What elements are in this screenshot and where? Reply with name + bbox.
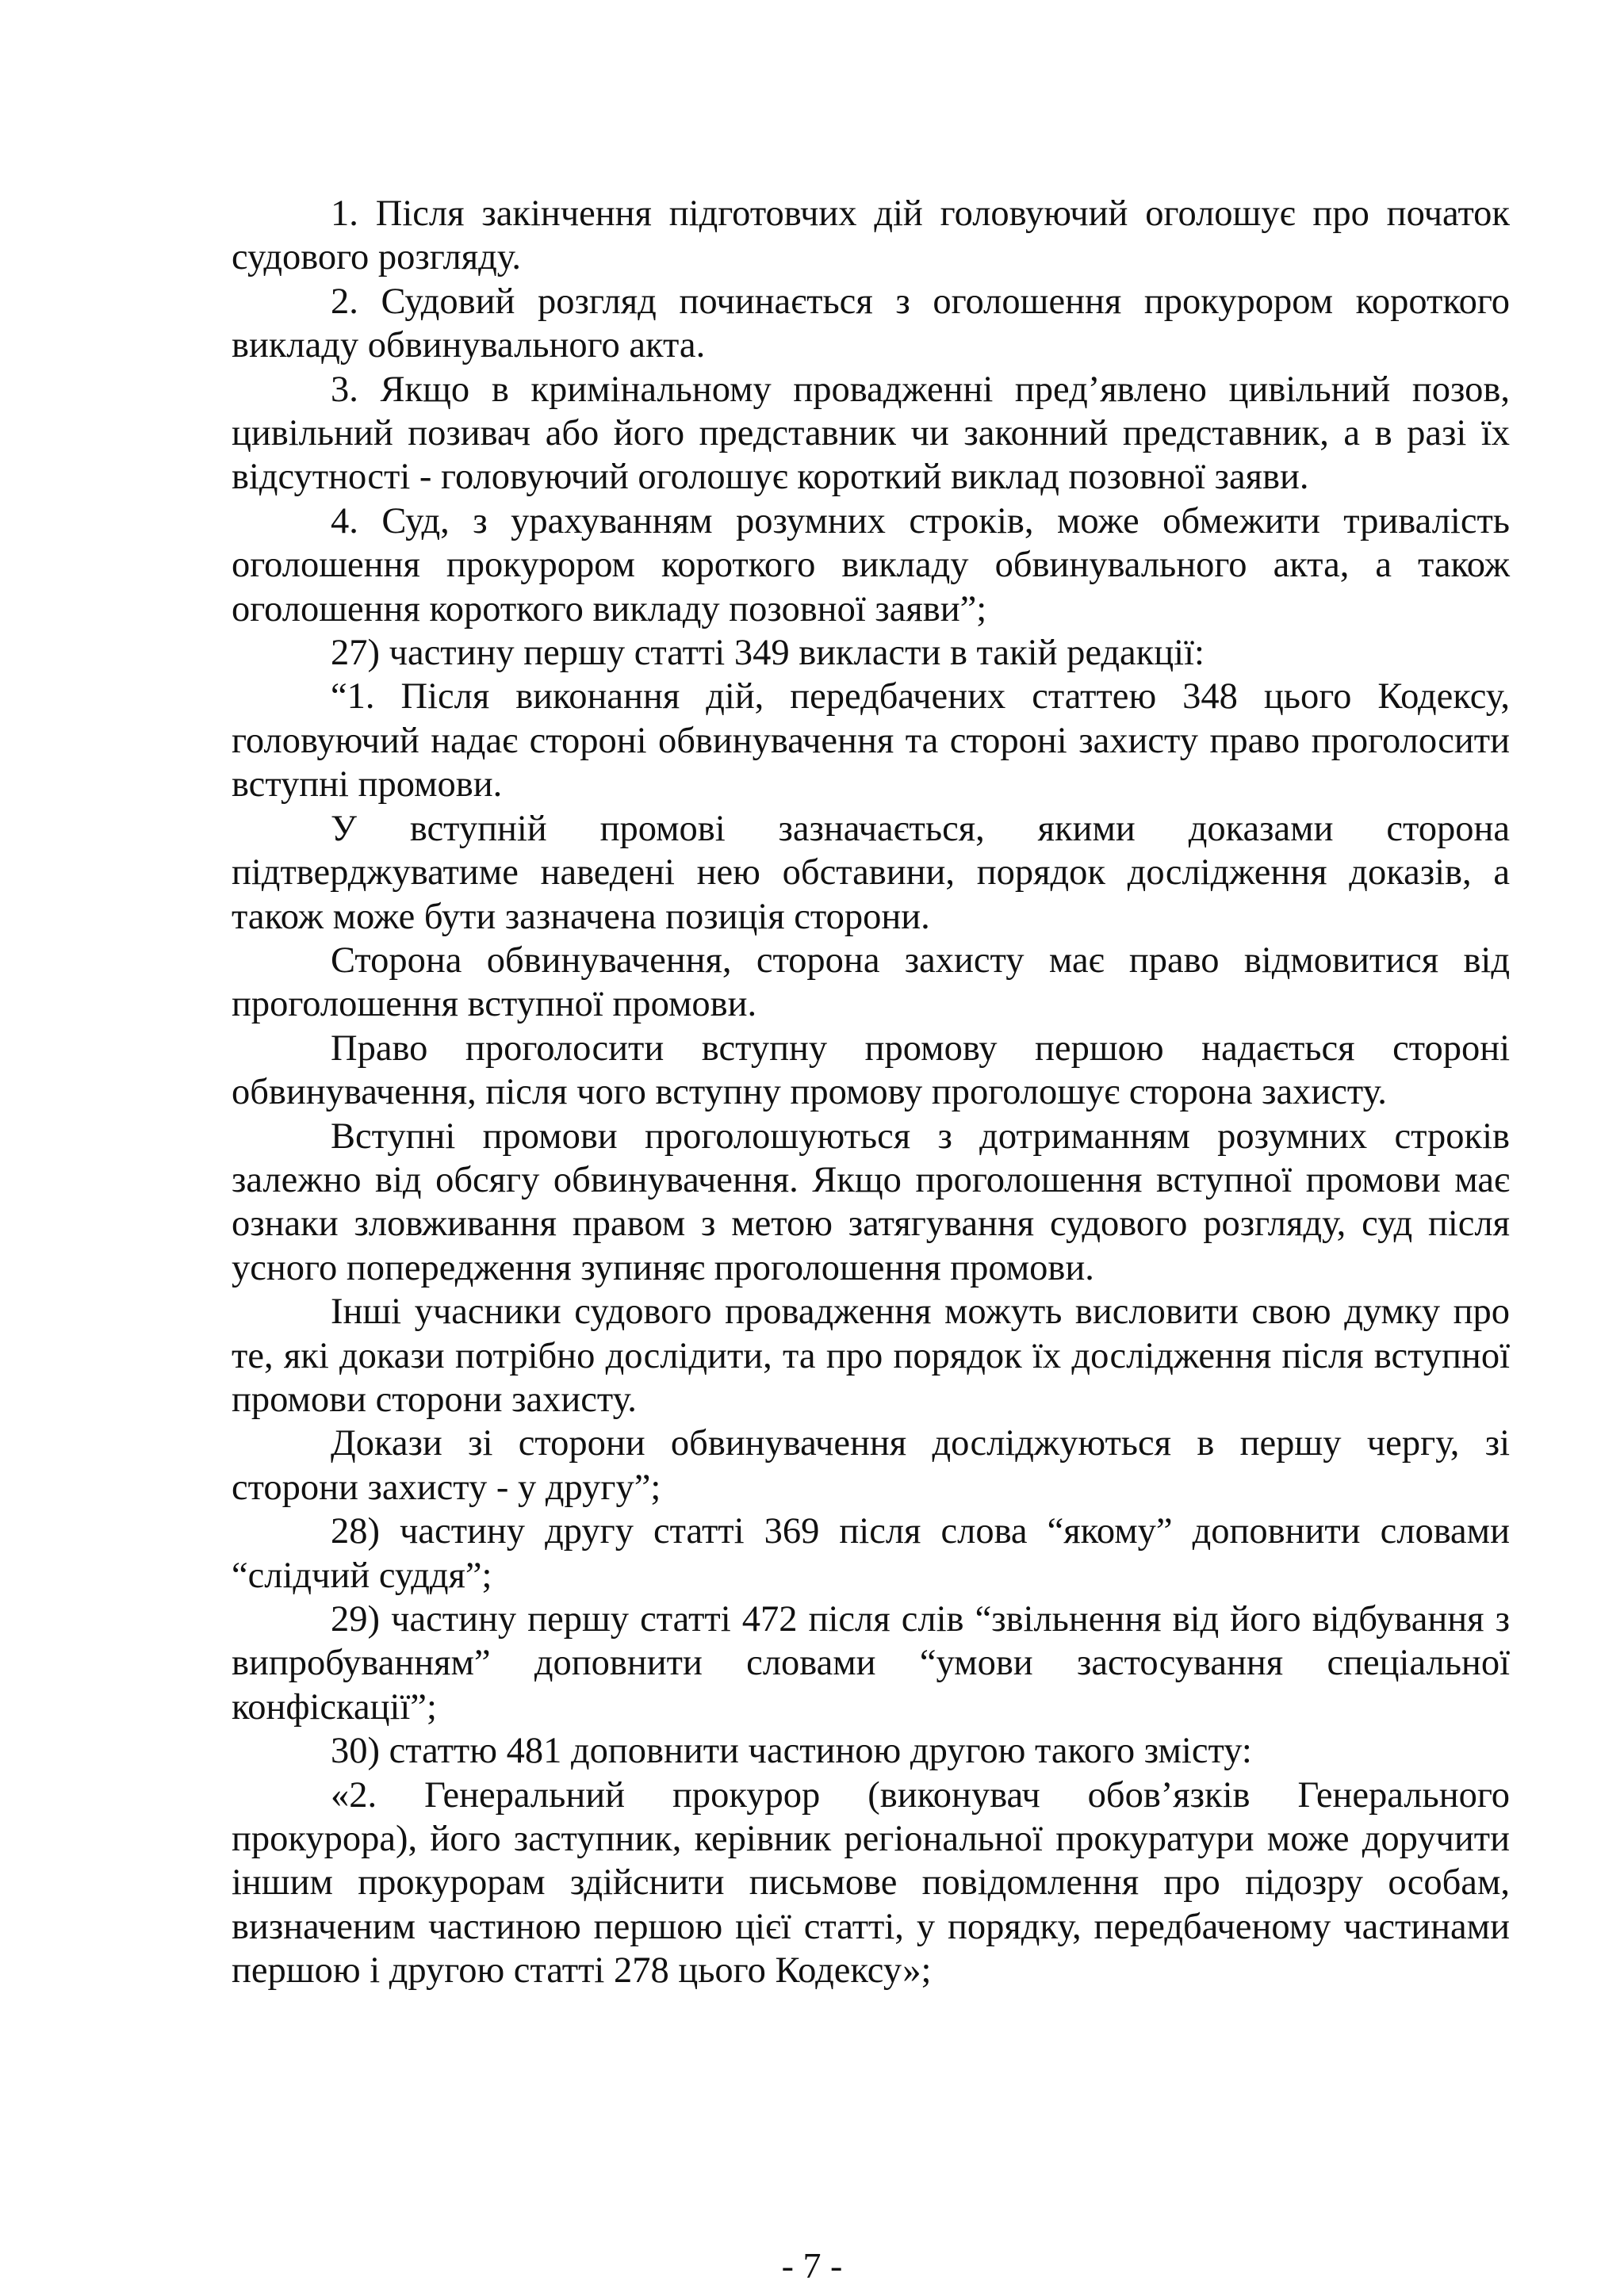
document-body [232, 192, 1510, 1993]
paragraph-4: 4. Суд, з урахуванням розумних строків, може обмежити тривалість оголошення прокурором короткого викладу обвинувального акта, а також оголошення короткого викладу позовної заяви”; [232, 500, 1510, 629]
paragraph-6: “1. Після виконання дій, передбачених статтею 348 цього Кодексу, головуючий надає стороні обвинувачення та стороні захисту право проголосити вступні промови. [232, 676, 1510, 806]
paragraph-12: Докази зі сторони обвинувачення досліджуються в першу чергу, зі сторони захисту - у другу”; [232, 1423, 1510, 1508]
paragraph-16: «2. Генеральний прокурор (виконувач обов’язків Генерального прокурора), його заступник, керівник регіональної прокуратури може доручити іншим прокурорам здійснити письмове повідомлення про підозру особам, визначеним частиною першою цієї статті, у порядку, передбаченому частинами першою і другою статті 278 цього Кодексу»; [232, 1774, 1510, 1992]
paragraph-11: Інші учасники судового провадження можуть висловити свою думку про те, які докази потрібно дослідити, та про порядок їх дослідження після вступної промови сторони захисту. [232, 1292, 1510, 1420]
paragraph-2: 2. Судовий розгляд починається з оголошення прокурором короткого викладу обвинувального акта. [232, 281, 1510, 366]
paragraph-3: 3. Якщо в кримінальному провадженні пред’явлено цивільний позов, цивільний позивач або його представник чи законний представник, а в разі їх відсутності - головуючий оголошує короткий виклад позовної заяви. [232, 369, 1510, 498]
paragraph-8: Сторона обвинувачення, сторона захисту має право відмовитися від проголошення вступної промови. [232, 939, 1510, 1025]
paragraph-7: У вступній промові зазначається, якими доказами сторона підтверджуватиме наведені нею обставини, порядок дослідження доказів, а також може бути зазначена позиція сторони. [232, 808, 1510, 937]
paragraph-1: 1. Після закінчення підготовчих дій головуючий оголошує про початок судового розгляду. [232, 193, 1510, 278]
paragraph-10: Вступні промови проголошуються з дотриманням розумних строків залежно від обсягу обвинувачення. Якщо проголошення вступної промови має ознаки зловживання правом з метою затягування судового розгляду, суд після усного попередження зупиняє проголошення промови. [232, 1115, 1510, 1288]
page-number: - 7 - [781, 2245, 843, 2286]
paragraph-13: 28) частину другу статті 369 після слова “якому” доповнити словами “слідчий суддя”; [232, 1511, 1510, 1596]
paragraph-15: 30) статтю 481 доповнити частиною другою такого змісту: [331, 1731, 1252, 1772]
paragraph-5: 27) частину першу статті 349 викласти в такій редакції: [331, 633, 1205, 674]
paragraph-14: 29) частину першу статті 472 після слів “звільнення від його відбування з випробуванням” доповнити словами “умови застосування спеціальної конфіскації”; [232, 1599, 1510, 1728]
paragraph-9: Право проголосити вступну промову першою надається стороні обвинувачення, після чого вступну промову проголошує сторона захисту. [232, 1027, 1510, 1113]
